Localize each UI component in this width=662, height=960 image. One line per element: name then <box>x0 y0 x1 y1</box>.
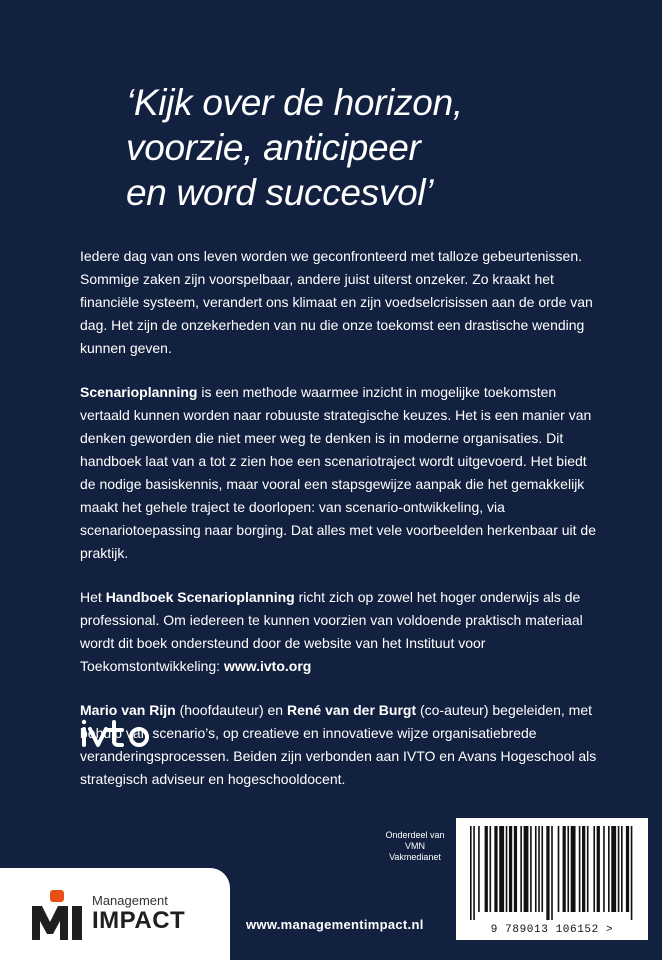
imprint-text <box>382 830 448 863</box>
barcode-bar <box>509 826 512 912</box>
barcode-bar <box>626 826 629 912</box>
quote-line-1: ‘Kijk over de horizon, <box>126 82 463 123</box>
author-main-role: (hoofdauteur) en <box>175 702 287 718</box>
barcode-bar <box>597 826 600 912</box>
barcode-bar <box>558 826 560 912</box>
barcode-bar <box>611 826 616 912</box>
barcode-bar <box>478 826 480 912</box>
barcode-bar <box>499 826 504 912</box>
barcode-bar <box>608 826 610 912</box>
paragraph-method <box>80 381 600 565</box>
barcode-bar <box>563 826 566 912</box>
imprint-line-3: Vakmedianet <box>389 852 441 862</box>
barcode-bar <box>582 826 585 912</box>
barcode-bar <box>579 826 581 912</box>
paragraph-audience-text: richt zich op zowel het hoger onderwijs als de professional. Om iedereen te kunnen voorzien van voldoende praktisch materiaal wordt dit boek ondersteund door de website van het Instituut voor Toekomstontwikkeling: <box>80 589 583 674</box>
barcode-bar <box>541 826 543 912</box>
ivto-website: www.ivto.org <box>223 658 312 674</box>
barcode-bar <box>546 826 549 920</box>
quote-line-3: en word succesvol’ <box>126 172 434 213</box>
barcode-bar <box>506 826 508 912</box>
isbn-barcode <box>456 818 648 940</box>
imprint-line-1: Onderdeel van <box>385 830 445 840</box>
author-co: René van der Burgt <box>286 702 417 718</box>
barcode-bar <box>535 826 537 912</box>
barcode-bar <box>473 826 475 920</box>
barcode-bar <box>571 826 576 912</box>
barcode-bar <box>631 826 633 920</box>
cover-quote <box>126 80 626 215</box>
ivto-logo <box>80 718 170 748</box>
barcode-bar <box>489 826 491 912</box>
barcode-bar <box>485 826 488 912</box>
barcode-bar <box>470 826 472 920</box>
management-impact-mark <box>30 888 88 942</box>
barcode-bar <box>593 826 595 912</box>
publisher-website: www.managementimpact.nl <box>246 917 424 932</box>
quote-line-2: voorzie, anticipeer <box>126 127 421 168</box>
barcode-bar <box>551 826 553 920</box>
barcode-bar <box>567 826 569 912</box>
book-title-mention: Handboek Scenarioplanning <box>105 589 295 605</box>
barcode-bar <box>603 826 605 912</box>
barcode-bar <box>618 826 620 912</box>
barcode-bar <box>587 826 589 912</box>
barcode-bar <box>530 826 532 912</box>
term-scenarioplanning: Scenarioplanning <box>80 384 198 400</box>
management-impact-wordmark <box>92 894 185 934</box>
author-main: Mario van Rijn <box>80 702 176 718</box>
barcode-bar <box>520 826 522 912</box>
wordmark-management: Management <box>92 893 168 908</box>
paragraph-authors-text: (co-auteur) begeleiden, met behulp van scenario’s, op creatieve en innovatieve wijze organisatiebrede veranderingsprocessen. Beiden zijn verbonden aan IVTO en Avans Hogeschool als strategisch adviseur en hogeschooldocent. <box>80 702 597 787</box>
paragraph-method-text: is een methode waarmee inzicht in mogelijke toekomsten vertaald kunnen worden naar robuuste strategische keuzes. Het is een manier van denken geworden die niet meer weg te denken is in moderne organisaties. Dit handboek laat van a tot z zien hoe een scenariotraject wordt uitgevoerd. Het biedt de nodige basiskennis, maar vooral een stapsgewijze aanpak die het gemakkelijk maakt het gehele traject te doorlopen: van scenario-ontwikkeling, via scenariotoepassing naar borging. Dat alles met vele voorbeelden herkenbaar uit de praktijk. <box>80 384 596 561</box>
barcode-bar <box>621 826 623 912</box>
isbn-digits: 9 789013 106152 > <box>490 924 614 936</box>
imprint-line-2: VMN <box>405 841 425 851</box>
paragraph-intro-text: Iedere dag van ons leven worden we geconfronteerd met talloze gebeurtenissen. Sommige zaken zijn voorspelbaar, andere juist uiterst onzeker. Zo kraakt het financiële systeem, verandert ons klimaat en zijn voedselcrisissen aan de orde van dag. Het zijn de onzekerheden van nu die onze toekomst een drastische wending kunnen geven. <box>80 248 593 356</box>
wordmark-impact: IMPACT <box>92 907 186 934</box>
publisher-logo-panel <box>0 868 230 960</box>
paragraph-audience <box>80 586 600 678</box>
paragraph-intro <box>80 245 600 360</box>
barcode-bar <box>524 826 529 912</box>
barcode-bar <box>494 826 497 912</box>
barcode-bar <box>514 826 517 912</box>
barcode-bar <box>538 826 540 912</box>
barcode-bars <box>470 826 634 920</box>
paragraph-audience-pre: Het <box>80 589 106 605</box>
